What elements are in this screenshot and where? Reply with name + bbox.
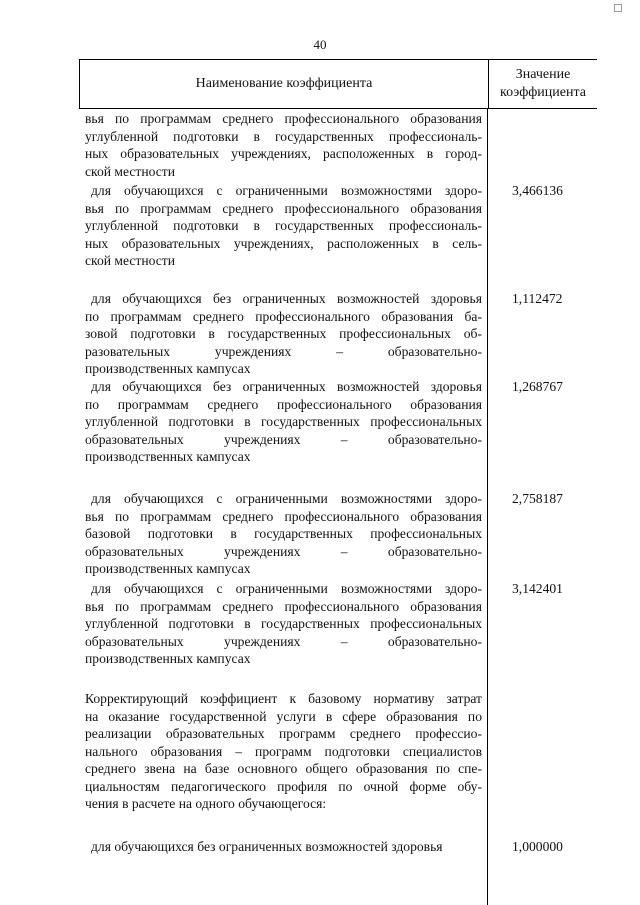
header-value-cell [488,60,597,108]
coefficient-value: 1,268767 [512,379,563,394]
row-text-line: для обучающихся без ограниченных возможностей здоровья [91,379,482,394]
coefficient-value: 1,000000 [512,839,563,854]
table-header [79,59,597,109]
row-text-line: вья по программам среднего профессионального образования [85,508,482,524]
page-number: 40 [313,37,327,52]
row-text-line: вья по программам среднего профессионального образования [85,111,482,126]
row-text-line: углубленной подготовки в государственных профессиональных [85,414,482,429]
header-value-line2: коэффициента [500,85,586,100]
row-text-line: чения в расчете на одного обучающегося: [85,796,327,811]
row-text-line: по программам среднего профессионального образования ба- [85,308,482,324]
row-text-line: для обучающихся без ограниченных возможностей здоровья [91,839,443,854]
row-text-line: зовой подготовки в государственных профессиональных об- [85,326,482,341]
table-row [85,690,482,813]
row-text-line: для обучающихся с ограниченными возможностями здоро- [91,491,482,506]
coefficient-value: 2,758187 [512,491,563,506]
table-row [85,378,482,466]
row-text-line: для обучающихся с ограниченными возможностями здоро- [91,183,482,198]
row-text-line: Корректирующий коэффициент к базовому нормативу затрат [85,691,482,706]
row-text-line: образовательных учреждениях – образовательно- [85,633,482,649]
coefficient-value: 1,112472 [512,291,563,306]
coefficient-value: 3,142401 [512,581,563,596]
table-row [85,580,482,668]
table-row [85,290,482,378]
row-text-line: углубленной подготовки в государственных профессиональных [85,616,482,631]
row-text-line: для обучающихся без ограниченных возможностей здоровья [91,291,482,306]
row-text-line: циальностям педагогического профиля по очной форме обу- [85,778,482,794]
corner-mark [614,4,622,12]
row-text-line: ской местности [85,163,176,179]
row-text-line: реализации образовательных программ среднего профессио- [85,726,482,741]
row-text-line: ных образовательных учреждениях, расположенных в сель- [85,235,482,251]
coefficient-value: 3,466136 [512,183,563,198]
row-text-line: нального образования – программ подготовки специалистов [85,743,482,759]
row-text-line: разовательных учреждениях – образовательно- [85,343,482,359]
row-text-line: производственных кампусах [85,449,251,464]
row-text-line: на оказание государственной услуги в сфере образования по [85,708,482,724]
row-text-line: вья по программам среднего профессионального образования [85,200,482,216]
table-row [85,838,482,856]
row-text-line: образовательных учреждениях – образовательно- [85,543,482,559]
table-row [85,182,482,270]
row-text-line: углубленной подготовки в государственных профессиональ- [85,128,482,144]
header-name-cell: Наименование коэффициента [195,76,373,91]
row-text-line: по программам среднего профессионального образования [85,396,482,412]
column-divider [487,109,488,905]
row-text-line: базовой подготовки в государственных профессиональных [85,526,482,541]
table-row [85,110,482,180]
row-text-line: производственных кампусах [85,361,251,376]
row-text-line: производственных кампусах [85,651,251,666]
row-text-line: вья по программам среднего профессионального образования [85,598,482,614]
row-text-line: для обучающихся с ограниченными возможностями здоро- [91,581,482,596]
header-value-line1: Значение [515,67,571,82]
row-text-line: среднего звена на базе основного общего образования по спе- [85,761,482,776]
row-text-line: образовательных учреждениях – образовательно- [85,431,482,447]
table-row [85,490,482,578]
row-text-line: ных образовательных учреждениях, расположенных в город- [85,146,482,161]
row-text-line: ской местности [85,253,176,268]
row-text-line: углубленной подготовки в государственных профессиональ- [85,218,482,233]
row-text-line: производственных кампусах [85,561,251,576]
